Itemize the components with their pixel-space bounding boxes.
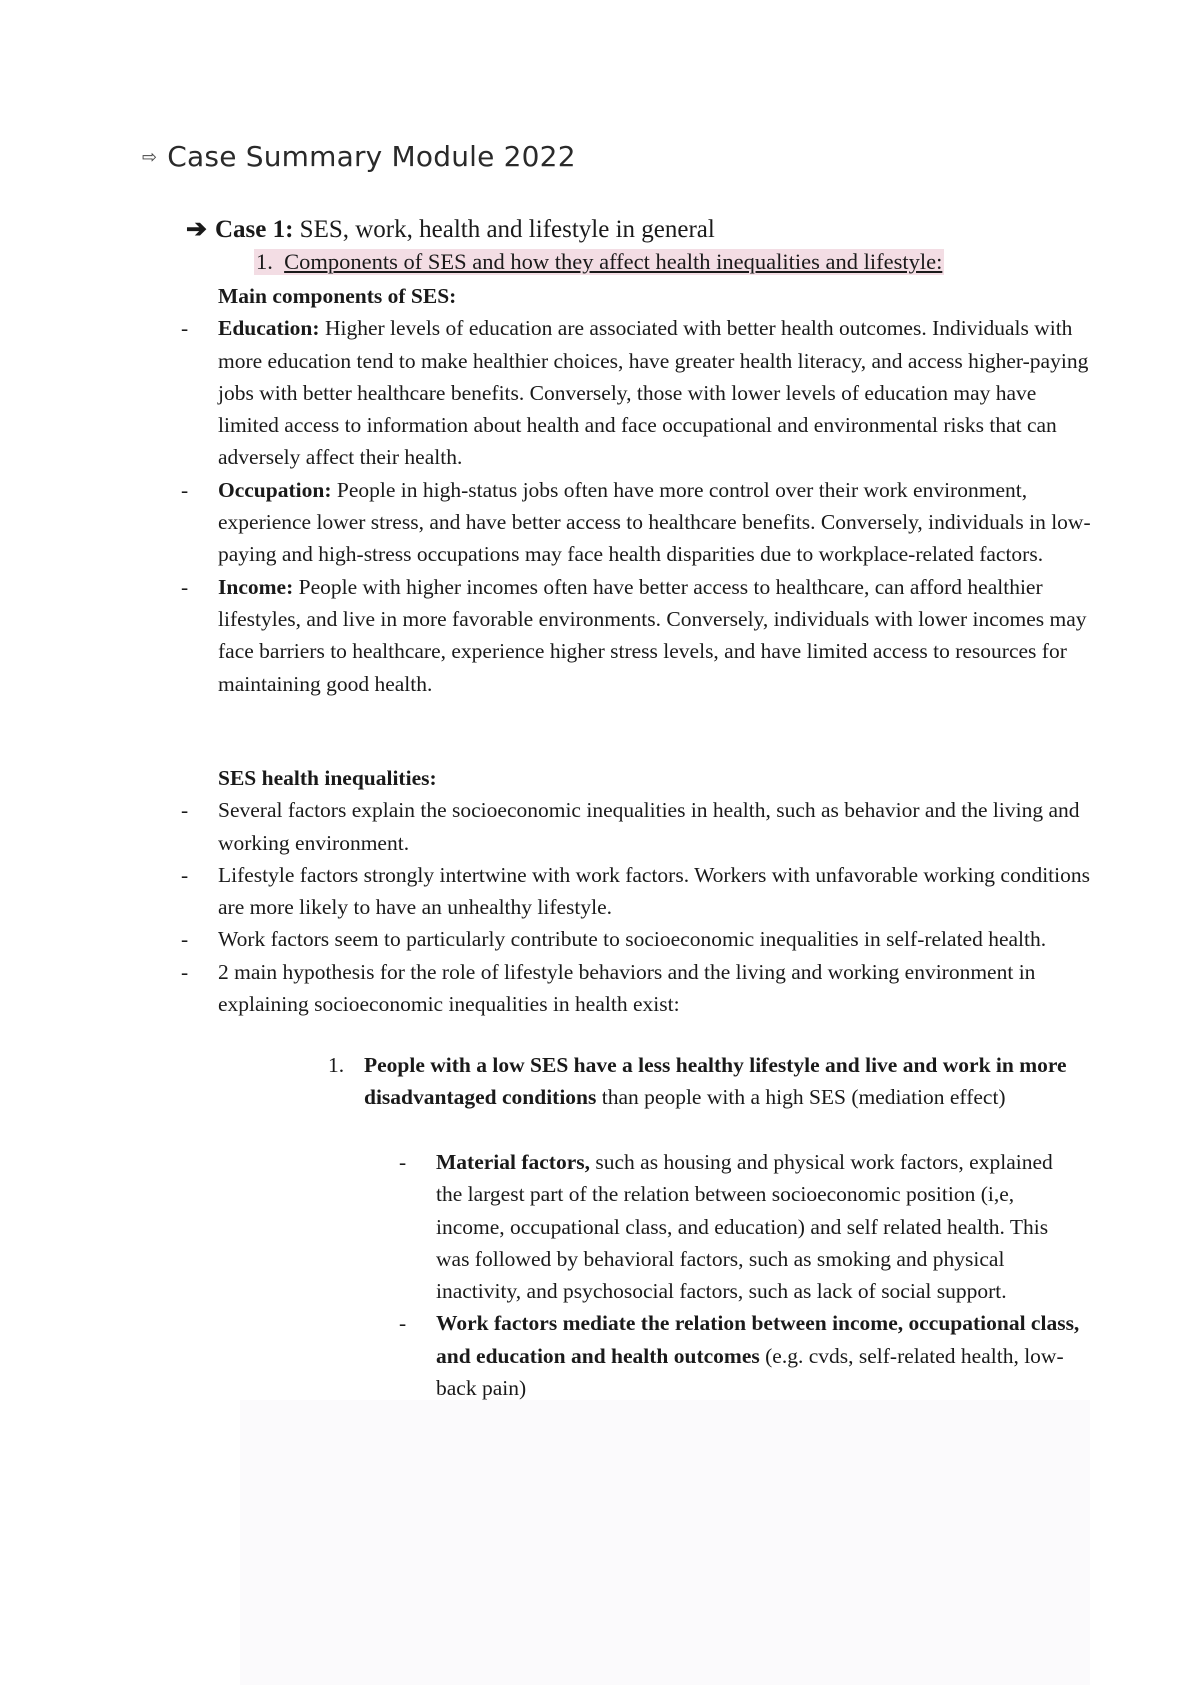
hypothesis-item [328,1049,1079,1114]
case-arrow-icon: ➔ [186,216,207,243]
list-item-income [181,571,1098,700]
bullet-dash: - [181,316,189,341]
bullet-dash: - [181,798,189,823]
subheading-number: 1. [256,249,273,274]
item-text: Lifestyle factors strongly intertwine with work factors. Workers with unfavorable working conditions are more likely to have an unhealthy lifestyle. [218,862,1090,920]
bullet-dash: - [181,574,189,599]
item-text: Several factors explain the socioeconomic inequalities in health, such as behavior and the living and working environment. [218,798,1080,855]
list-item-education [181,312,1098,473]
bullet-dash: - [399,1150,407,1174]
hypothesis-number: 1. [328,1053,345,1077]
subitem-work-factors [399,1307,1081,1404]
case-label: Case 1: [214,216,294,243]
main-components-heading: Main components of SES: [218,284,457,308]
bullet-dash: - [399,1311,407,1336]
term: Occupation: [218,477,332,502]
page-shading [240,1400,1090,1685]
item-text: 2 main hypothesis for the role of lifestyle behaviors and the living and working environment in explaining socioeconomic inequalities in health exist: [218,959,1036,1017]
subitem-text: such as housing and physical work factors, explained the largest part of the relation between socioeconomic position (i,e, income, occupational class, and education) and self related health. This was followed by behavioral factors, such as smoking and physical inactivity, and psychosocial factors, such as lack of social support. [436,1150,1053,1304]
subitem-bold: Work factors mediate the relation between income, occupational class, and education and health outcomes [436,1311,1080,1368]
case-heading [186,214,715,244]
term: Education: [218,316,320,341]
hypothesis-bold: People with a low SES have a less healthy lifestyle and live and work in more disadvantaged conditions [364,1053,1067,1110]
term: Income: [218,574,294,599]
list-item [181,859,1098,924]
item-text: People in high-status jobs often have more control over their work environment, experience lower stress, and have better access to healthcare benefits. Conversely, individuals in low-paying and high-stress occupations may face health disparities due to workplace-related factors. [218,477,1091,567]
subitem-material-factors [399,1146,1081,1307]
bullet-dash: - [181,862,189,887]
bullet-dash: - [181,477,189,502]
subheading-text: Components of SES and how they affect health inequalities and lifestyle: [284,249,943,274]
item-text: People with higher incomes often have better access to healthcare, can afford healthier lifestyles, and live in more favorable environments. Conversely, individuals with lower incomes may face barriers to healthcare, experience higher stress levels, and have limited access to resources for maintaining good health. [218,574,1087,696]
hypothesis-rest: than people with a high SES (mediation effect) [596,1085,1006,1110]
inequalities-section [181,762,1098,1020]
inequalities-heading: SES health inequalities: [218,766,437,790]
list-item [181,956,1098,1021]
case-text: SES, work, health and lifestyle in general [293,216,715,243]
subitem-bold: Material factors, [436,1150,591,1174]
list-item [181,794,1098,859]
hypothesis-subitems [399,1146,1081,1404]
title-arrow-icon: ⇨ [142,147,158,168]
title-text: Case Summary Module 2022 [167,140,576,173]
subitem-text: (e.g. cvds, self-related health, low-back pain) [436,1343,1064,1401]
item-text: Higher levels of education are associated with better health outcomes. Individuals with more education tend to make healthier choices, have greater health literacy, and access higher-paying jobs with better healthcare benefits. Conversely, those with lower levels of education may have limited access to information about health and face occupational and environmental risks that can adversely affect their health. [218,316,1089,470]
subheading-highlight [254,249,944,275]
list-item [181,923,1098,955]
item-text: Work factors seem to particularly contribute to socioeconomic inequalities in self-related health. [218,927,1047,952]
document-title [142,140,576,173]
list-item-occupation [181,474,1098,571]
main-components-section [181,280,1098,700]
hypothesis-text [328,1049,1079,1114]
bullet-dash: - [181,959,189,984]
bullet-dash: - [181,927,189,952]
